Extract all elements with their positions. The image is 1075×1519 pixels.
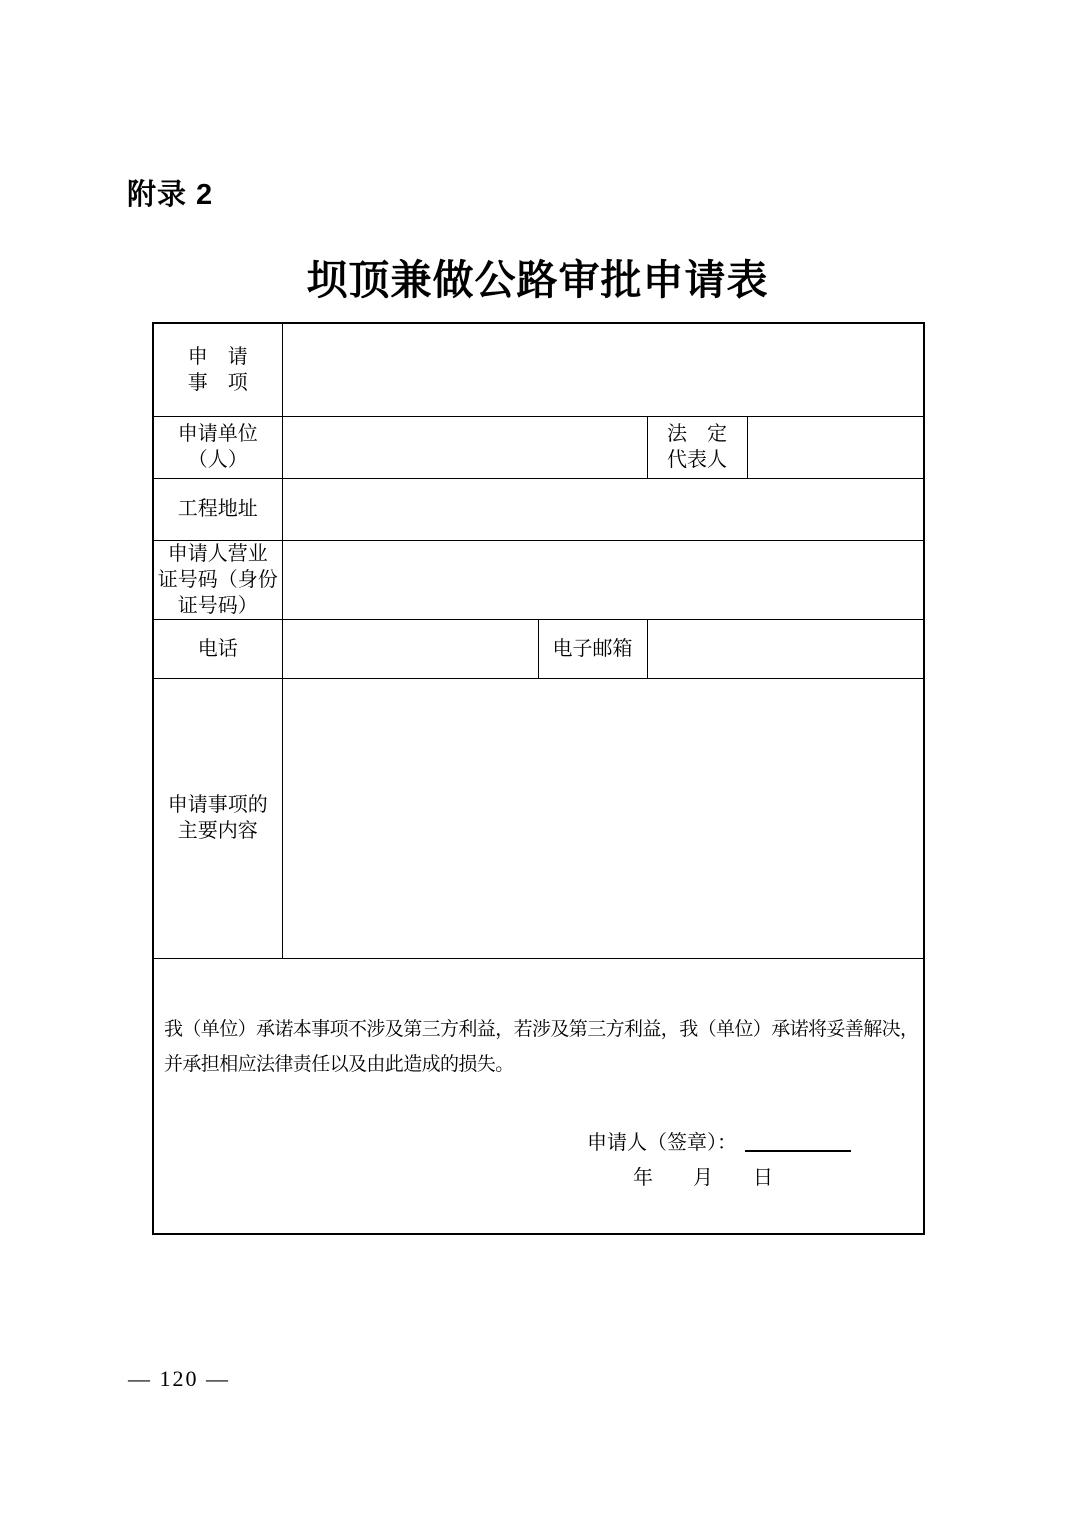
row-application-item — [153, 323, 924, 416]
field-phone — [282, 619, 538, 678]
application-form-table — [152, 322, 925, 1235]
field-legal-representative — [747, 416, 924, 478]
label-application-item — [153, 323, 282, 416]
field-main-content — [282, 678, 924, 958]
row-license-number — [153, 540, 924, 619]
label-phone: 电话 — [153, 619, 282, 678]
label-main-content — [153, 678, 282, 958]
field-email — [647, 619, 924, 678]
label-project-address: 工程地址 — [153, 478, 282, 540]
commitment-cell — [153, 958, 924, 1234]
label-legal-representative — [647, 416, 747, 478]
date-line: 年 月 日 — [633, 1166, 773, 1189]
label-license-number — [153, 540, 282, 619]
label-line: 证号码） — [177, 594, 258, 617]
row-commitment — [153, 958, 924, 1234]
signature-blank-line — [745, 1145, 851, 1152]
label-line: 申请单位 — [177, 423, 258, 445]
page-number: — 120 — — [128, 1366, 230, 1391]
field-project-address — [282, 478, 924, 540]
label-line: 法 定 — [667, 423, 727, 445]
commitment-line: 并承担相应法律责任以及由此造成的损失。 — [164, 1053, 514, 1075]
label-line: 证号码（身份 — [157, 568, 278, 591]
row-phone-email — [153, 619, 924, 678]
row-applicant — [153, 416, 924, 478]
field-license-number — [282, 540, 924, 619]
label-line: 主要内容 — [177, 820, 258, 842]
form-title: 坝顶兼做公路审批申请表 — [306, 257, 769, 303]
label-line: 事 项 — [187, 371, 248, 394]
appendix-label: 附录 2 — [127, 179, 214, 211]
label-email: 电子邮箱 — [538, 619, 647, 678]
label-line: 申 请 — [187, 345, 248, 368]
signature-row — [587, 1126, 851, 1155]
field-application-item — [282, 323, 924, 416]
commitment-line: 我（单位）承诺本事项不涉及第三方利益，若涉及第三方利益，我（单位）承诺将妥善解决， — [164, 1018, 919, 1040]
label-line: （人） — [187, 449, 248, 471]
row-project-address — [153, 478, 924, 540]
label-line: 申请事项的 — [167, 794, 268, 816]
commitment-statement — [164, 1012, 918, 1082]
row-main-content — [153, 678, 924, 958]
label-line: 代表人 — [667, 449, 727, 471]
label-applicant — [153, 416, 282, 478]
signature-label: 申请人（签章）： — [587, 1131, 737, 1154]
label-line: 申请人营业 — [167, 542, 268, 565]
field-applicant — [282, 416, 647, 478]
